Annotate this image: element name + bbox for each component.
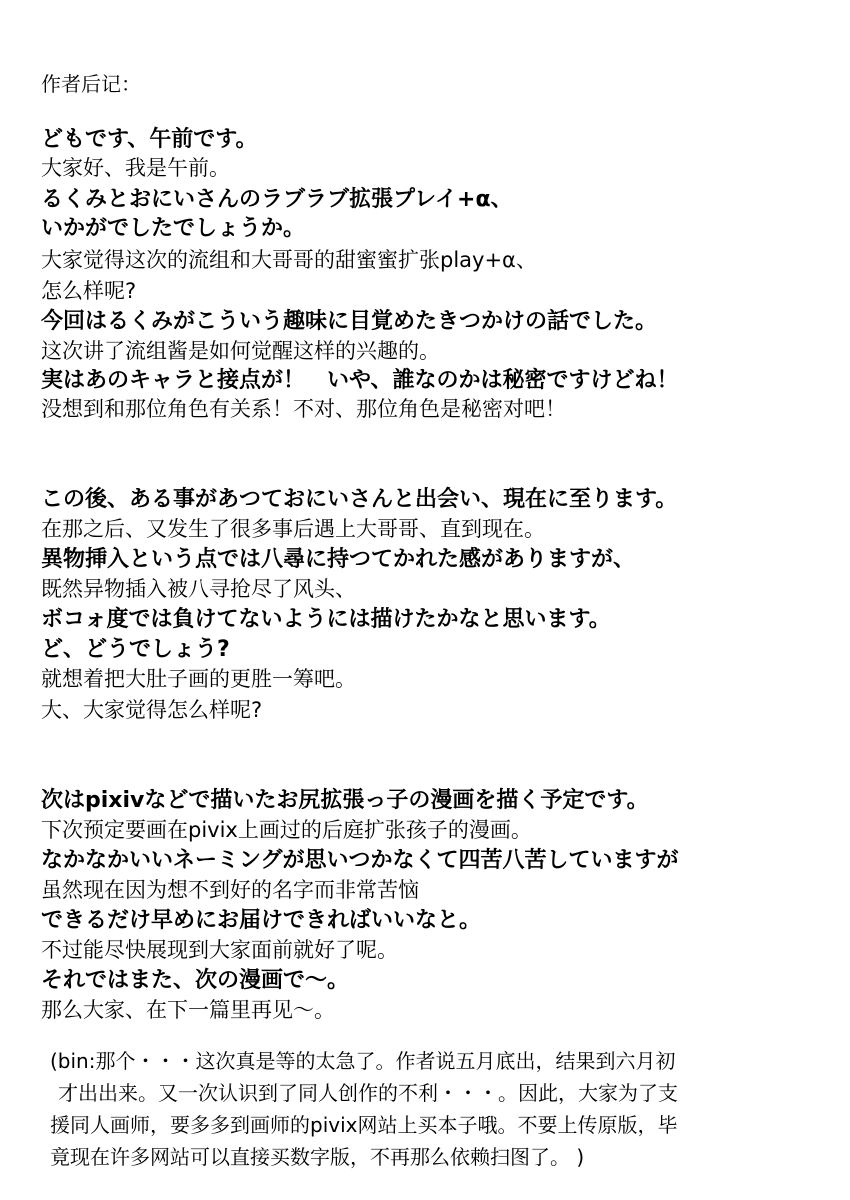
- text-line: 那么大家、在下一篇里再见～。: [41, 998, 335, 1022]
- text-line: 異物挿入という点では八尋に持つてかれた感がありますが、: [41, 547, 636, 572]
- translator-note-line: 竟现在许多网站可以直接买数字版，不再那么依赖扫图了。 ): [50, 1145, 585, 1169]
- translator-note-line: 援同人画师，要多多到画师的pivix网站上买本子哦。不要上传原版，毕: [50, 1113, 678, 1137]
- afterword-heading: 作者后记：: [41, 72, 141, 96]
- translator-note-line: 才出出来。又一次认识到了同人创作的不利・・・。因此，大家为了支: [58, 1081, 678, 1105]
- text-line: なかなかいいネーミングが思いつかなくて四苦八苦していますが: [41, 848, 679, 873]
- text-line: 就想着把大肚子画的更胜一筹吧。: [41, 667, 356, 691]
- text-line: できるだけ早めにお届けできればいいなと。: [41, 908, 482, 933]
- text-line: 这次讲了流组酱是如何觉醒这样的兴趣的。: [41, 339, 440, 363]
- text-line: 不过能尽快展现到大家面前就好了呢。: [41, 938, 398, 962]
- text-line: 実はあのキャラと接点が！ いや、誰なのかは秘密ですけどね！: [41, 368, 679, 393]
- text-line: この後、ある事があつておにいさんと出会い、現在に至ります。: [41, 487, 678, 512]
- text-line: 既然异物插入被八寻抢尽了风头、: [41, 577, 356, 601]
- text-line: 没想到和那位角色有关系！不对、那位角色是秘密对吧！: [41, 397, 566, 421]
- text-line: 次はpixivなどで描いたお尻拡張っ子の漫画を描く予定です。: [41, 788, 649, 813]
- text-line: 在那之后、又发生了很多事后遇上大哥哥、直到现在。: [41, 517, 545, 541]
- text-line: いかがでしたでしょうか。: [41, 216, 306, 241]
- text-line: 大、大家觉得怎么样呢?: [41, 698, 263, 722]
- text-line: 今回はるくみがこういう趣味に目覚めたきつかけの話でした。: [41, 309, 658, 334]
- text-line: 虽然现在因为想不到好的名字而非常苦恼: [41, 878, 419, 902]
- text-line: どもです、午前です。: [41, 127, 258, 152]
- text-line: 大家好、我是午前。: [41, 156, 230, 180]
- text-line: 大家觉得这次的流组和大哥哥的甜蜜蜜扩张play+α、: [41, 248, 537, 272]
- text-line: それではまた、次の漫画で～。: [41, 968, 350, 993]
- text-line: ど、どうでしょう?: [41, 637, 230, 662]
- text-line: 怎么样呢?: [41, 279, 137, 303]
- translator-note-line: (bin:那个・・・这次真是等的太急了。作者说五月底出，结果到六月初: [50, 1049, 676, 1073]
- text-line: 下次预定要画在pivix上画过的后庭扩张孩子的漫画。: [41, 818, 532, 842]
- text-line: るくみとおにいさんのラブラブ拡張プレイ+α、: [41, 187, 513, 212]
- text-line: ボコォ度では負けてないようには描けたかなと思います。: [41, 607, 611, 632]
